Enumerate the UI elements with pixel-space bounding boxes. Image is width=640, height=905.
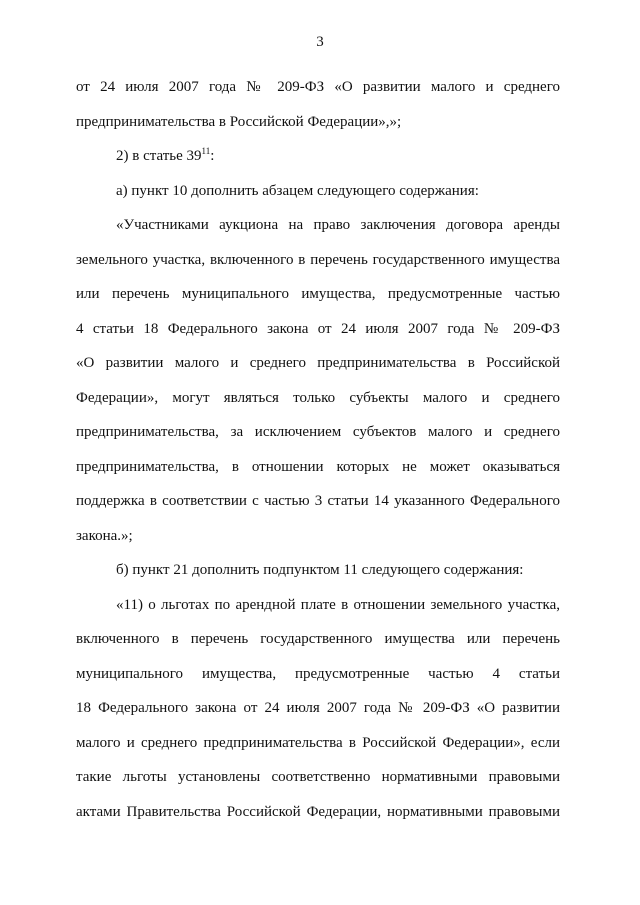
page-number: 3 bbox=[316, 34, 324, 50]
text-line: поддержка в соответствии с частью 3 статьи 14 указанного Федерального bbox=[76, 493, 560, 509]
article-ref-colon: : bbox=[210, 148, 215, 164]
text-line: а) пункт 10 дополнить абзацем следующего содержания: bbox=[116, 182, 479, 199]
text-line: муниципального имущества, предусмотренные частью 4 статьи bbox=[76, 665, 560, 682]
text-line: включенного в перечень государственного имущества или перечень bbox=[76, 631, 560, 647]
text-line: такие льготы установлены соответственно нормативными правовыми bbox=[76, 769, 560, 785]
document-body bbox=[76, 70, 560, 829]
article-ref-text: 2) в статье 39 bbox=[116, 148, 202, 164]
text-line: «О развитии малого и среднего предпринимательства в Российской bbox=[76, 355, 560, 371]
text-line: б) пункт 21 дополнить подпунктом 11 следующего содержания: bbox=[116, 562, 524, 578]
text-line: земельного участка, включенного в перечень государственного имущества bbox=[76, 251, 560, 268]
text-line-article-ref bbox=[76, 139, 560, 174]
text-line: предпринимательства в Российской Федерации»,»; bbox=[76, 113, 402, 130]
text-line: от 24 июля 2007 года № 209-ФЗ «О развитии малого и среднего bbox=[76, 79, 560, 95]
text-line: предпринимательства, в отношении которых не может оказываться bbox=[76, 458, 560, 475]
text-line: малого и среднего предпринимательства в Российской Федерации», если bbox=[76, 734, 560, 751]
text-line: 4 статьи 18 Федерального закона от 24 июля 2007 года № 209-ФЗ bbox=[76, 320, 560, 337]
text-line: закона.»; bbox=[76, 527, 133, 544]
article-superscript: 11 bbox=[201, 146, 211, 156]
text-line: предпринимательства, за исключением субъектов малого и среднего bbox=[76, 424, 560, 440]
text-line: 18 Федерального закона от 24 июля 2007 года № 209-ФЗ «О развитии bbox=[76, 700, 560, 716]
text-line: Федерации», могут являться только субъекты малого и среднего bbox=[76, 389, 560, 406]
text-line: актами Правительства Российской Федерации, нормативными правовыми bbox=[76, 803, 560, 820]
text-line: «Участниками аукциона на право заключения договора аренды bbox=[116, 217, 560, 233]
text-line: «11) о льготах по арендной плате в отношении земельного участка, bbox=[116, 596, 560, 613]
text-line: или перечень муниципального имущества, предусмотренные частью bbox=[76, 286, 560, 302]
